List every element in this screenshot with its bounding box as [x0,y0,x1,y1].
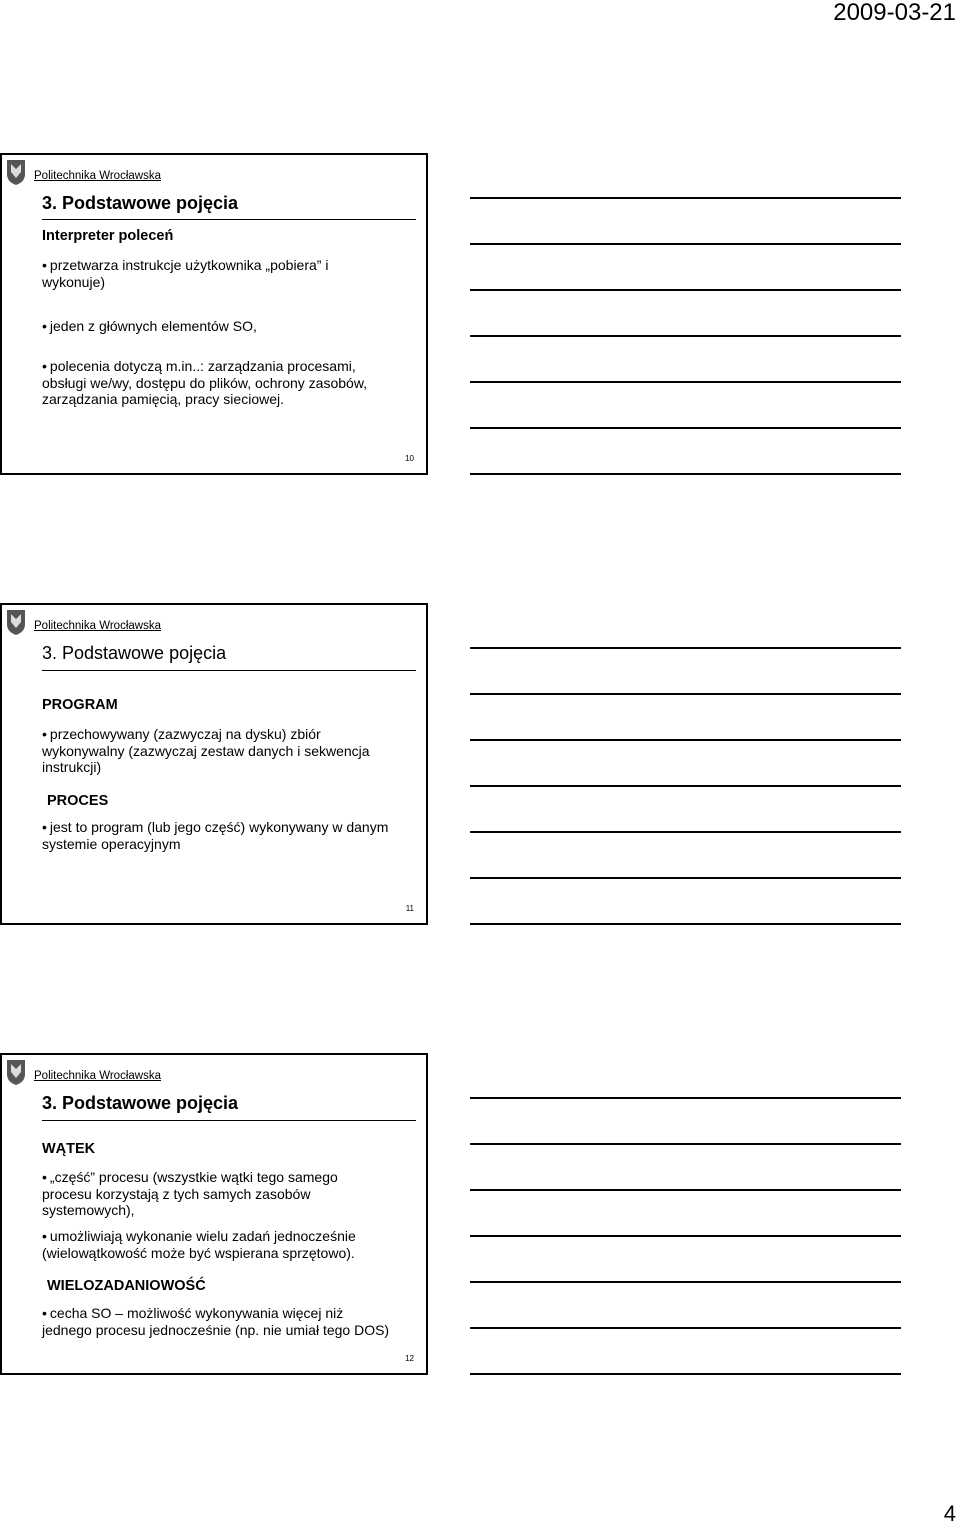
note-line [470,1281,901,1283]
note-line [470,197,901,199]
note-line [470,473,901,475]
title-divider [42,219,416,220]
note-line [470,1189,901,1191]
slide-heading: WĄTEK [42,1141,96,1157]
slide-number: 11 [405,904,414,913]
title-divider [42,1120,416,1121]
note-line [470,923,901,925]
note-line [470,877,901,879]
note-line [470,381,901,383]
university-logo-icon [5,158,27,186]
note-line [470,1097,901,1099]
university-logo-icon [5,1058,27,1086]
slide-number: 12 [405,1354,414,1363]
note-line [470,739,901,741]
note-line [470,243,901,245]
slide-heading: Interpreter poleceń [42,228,174,244]
slide-number: 10 [405,454,414,463]
title-divider [42,670,416,671]
slide-12 [0,1053,428,1375]
bullet-item: • „część” procesu (wszystkie wątki tego samego procesu korzystają z tych samych zasobów systemowych), [42,1169,338,1218]
note-line [470,693,901,695]
note-line [470,831,901,833]
bullet-item: • cecha SO – możliwość wykonywania więcej niż jednego procesu jednocześnie (np. nie umiał tego DOS) [42,1305,390,1338]
note-line [470,785,901,787]
page-date: 2009-03-21 [833,0,956,26]
note-line [470,1327,901,1329]
slide-subheading: WIELOZADANIOWOŚĆ [47,1278,206,1294]
bullet-item: • jest to program (lub jego część) wykonywany w danym systemie operacyjnym [42,819,389,852]
note-line [470,1143,901,1145]
slide-10 [0,153,428,475]
page-number: 4 [943,1501,956,1526]
slide-11 [0,603,428,925]
note-line [470,647,901,649]
bullet-item: • przetwarza instrukcje użytkownika „pobiera” i wykonuje) [42,257,329,290]
bullet-item: • polecenia dotyczą m.in..: zarządzania procesami, obsługi we/wy, dostępu do plików, ochrony zasobów, zarządzania pamięcią, pracy sieciowej. [42,358,368,407]
note-line [470,427,901,429]
slide-title: 3. Podstawowe pojęcia [42,193,239,213]
slide-subheading: PROCES [47,793,109,809]
note-line [470,289,901,291]
note-line [470,335,901,337]
bullet-item: • umożliwiają wykonanie wielu zadań jednocześnie (wielowątkowość może być wspierana sprzętowo). [42,1228,356,1261]
slide-heading: PROGRAM [42,697,118,713]
note-line [470,1235,901,1237]
slide-title: 3. Podstawowe pojęcia [42,643,227,663]
university-name: Politechnika Wrocławska [34,1070,161,1082]
university-logo-icon [5,608,27,636]
bullet-item: • przechowywany (zazwyczaj na dysku) zbiór wykonywalny (zazwyczaj zestaw danych i sekwencja instrukcji) [42,726,370,775]
slide-title: 3. Podstawowe pojęcia [42,1093,239,1113]
university-name: Politechnika Wrocławska [34,170,161,182]
university-name: Politechnika Wrocławska [34,620,161,632]
note-line [470,1373,901,1375]
bullet-item: • jeden z głównych elementów SO, [42,318,257,334]
